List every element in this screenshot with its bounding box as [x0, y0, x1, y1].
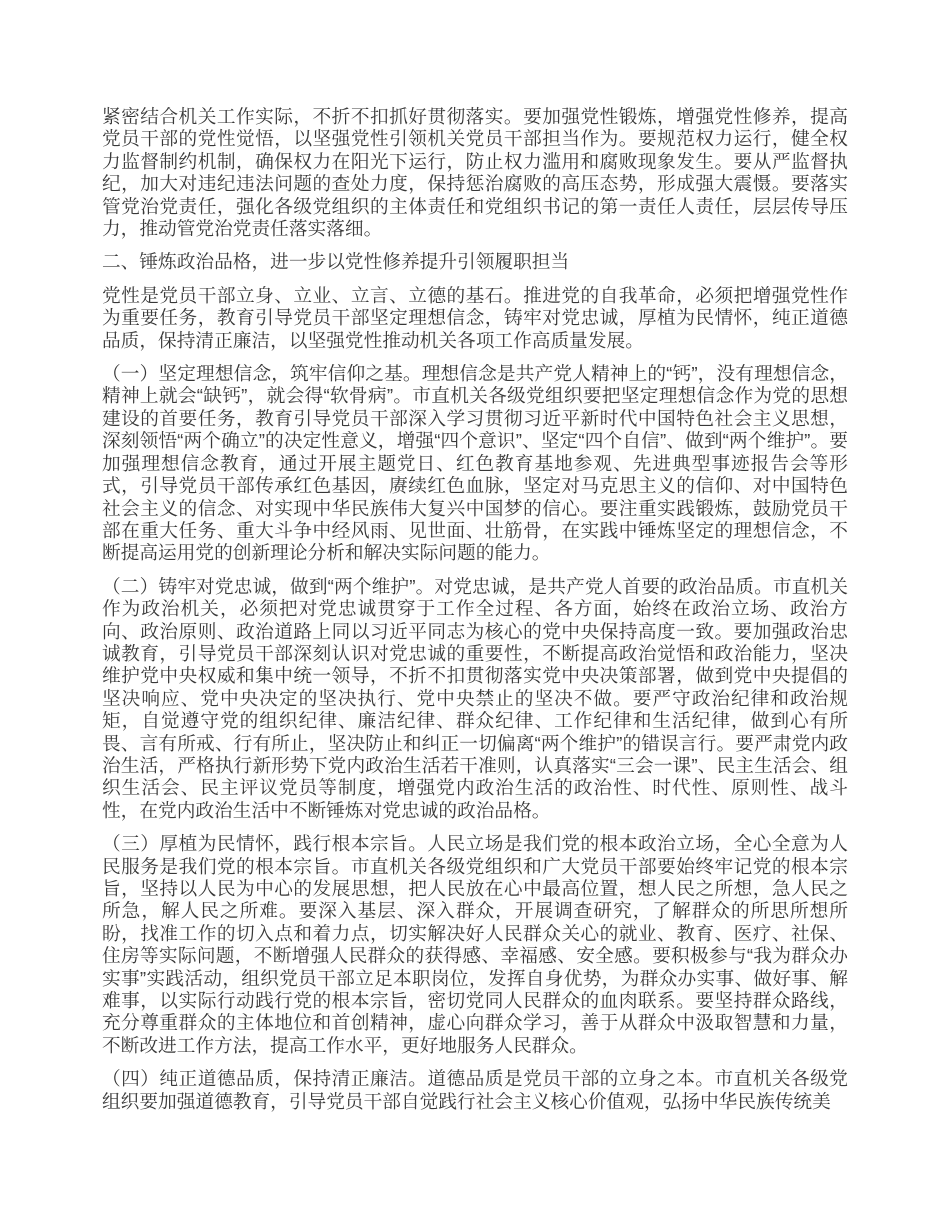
section-2-intro-paragraph: 党性是党员干部立身、立业、立言、立德的基石。推进党的自我革命，必须把增强党性作为重要任务，教育引导党员干部坚定理想信念，铸牢对党忠诚，厚植为民情怀，纯正道德品质，保持清正廉洁，以坚强党性推动机关各项工作高质量发展。	[102, 284, 848, 351]
subsection-2-paragraph: （二）铸牢对党忠诚，做到“两个维护”。对党忠诚，是共产党人首要的政治品质。市直机关作为政治机关，必须把对党忠诚贯穿于工作全过程、各方面，始终在政治立场、政治方向、政治原则、政治道路上同以习近平同志为核心的党中央保持高度一致。要加强政治忠诚教育，引导党员干部深刻认识对党忠诚的重要性，不断提高政治觉悟和政治能力，坚决维护党中央权威和集中统一领导，不折不扣贯彻落实党中央决策部署，做到党中央提倡的坚决响应、党中央决定的坚决执行、党中央禁止的坚决不做。要严守政治纪律和政治规矩，自觉遵守党的组织纪律、廉洁纪律、群众纪律、工作纪律和生活纪律，做到心有所畏、言有所戒、行有所止，坚决防止和纠正一切偏离“两个维护”的错误言行。要严肃党内政治生活，严格执行新形势下党内政治生活若干准则，认真落实“三会一课”、民主生活会、组织生活会、民主评议党员等制度，增强党内政治生活的政治性、时代性、原则性、战斗性，在党内政治生活中不断锤炼对党忠诚的政治品格。	[102, 575, 848, 821]
subsection-4-paragraph: （四）纯正道德品质，保持清正廉洁。道德品质是党员干部的立身之本。市直机关各级党组织要加强道德教育，引导党员干部自觉践行社会主义核心价值观，弘扬中华民族传统美	[102, 1068, 848, 1112]
subsection-3-paragraph: （三）厚植为民情怀，践行根本宗旨。人民立场是我们党的根本政治立场，全心全意为人民服务是我们党的根本宗旨。市直机关各级党组织和广大党员干部要始终牢记党的根本宗旨，坚持以人民为中心的发展思想，把人民放在心中最高位置，想人民之所想，急人民之所急，解人民之所难。要深入基层、深入群众，开展调查研究，了解群众的所思所想所盼，找准工作的切入点和着力点，切实解决好人民群众关心的就业、教育、医疗、社保、住房等实际问题，不断增强人民群众的获得感、幸福感、安全感。要积极参与“我为群众办实事”实践活动，组织党员干部立足本职岗位，发挥自身优势，为群众办实事、做好事、解难事，以实际行动践行党的根本宗旨，密切党同人民群众的血肉联系。要坚持群众路线，充分尊重群众的主体地位和首创精神，虚心向群众学习，善于从群众中汲取智慧和力量，不断改进工作方法，提高工作水平，更好地服务人民群众。	[102, 833, 848, 1056]
section-2-heading: 二、锤炼政治品格，进一步以党性修养提升引领履职担当	[102, 251, 570, 273]
subsection-1-paragraph: （一）坚定理想信念，筑牢信仰之基。理想信念是共产党人精神上的“钙”，没有理想信念，精神上就会“缺钙”，就会得“软骨病”。市直机关各级党组织要把坚定理想信念作为党的思想建设的首要任务，教育引导党员干部深入学习贯彻习近平新时代中国特色社会主义思想，深刻领悟“两个确立”的决定性意义，增强“四个意识”、坚定“四个自信”、做到“两个维护”。要加强理想信念教育，通过开展主题党日、红色教育基地参观、先进典型事迹报告会等形式，引导党员干部传承红色基因，赓续红色血脉，坚定对马克思主义的信仰、对中国特色社会主义的信念、对实现中华民族伟大复兴中国梦的信心。要注重实践锻炼，鼓励党员干部在重大任务、重大斗争中经风雨、见世面、壮筋骨，在实践中锤炼坚定的理想信念，不断提高运用党的创新理论分析和解决实际问题的能力。	[102, 363, 848, 564]
continuation-paragraph: 紧密结合机关工作实际，不折不扣抓好贯彻落实。要加强党性锻炼，增强党性修养，提高党员干部的党性觉悟，以坚强党性引领机关党员干部担当作为。要规范权力运行，健全权力监督制约机制，确保权力在阳光下运行，防止权力滥用和腐败现象发生。要从严监督执纪，加大对违纪违法问题的查处力度，保持惩治腐败的高压态势，形成强大震慑。要落实管党治党责任，强化各级党组织的主体责任和党组织书记的第一责任人责任，层层传导压力，推动管党治党责任落实落细。	[102, 106, 848, 240]
